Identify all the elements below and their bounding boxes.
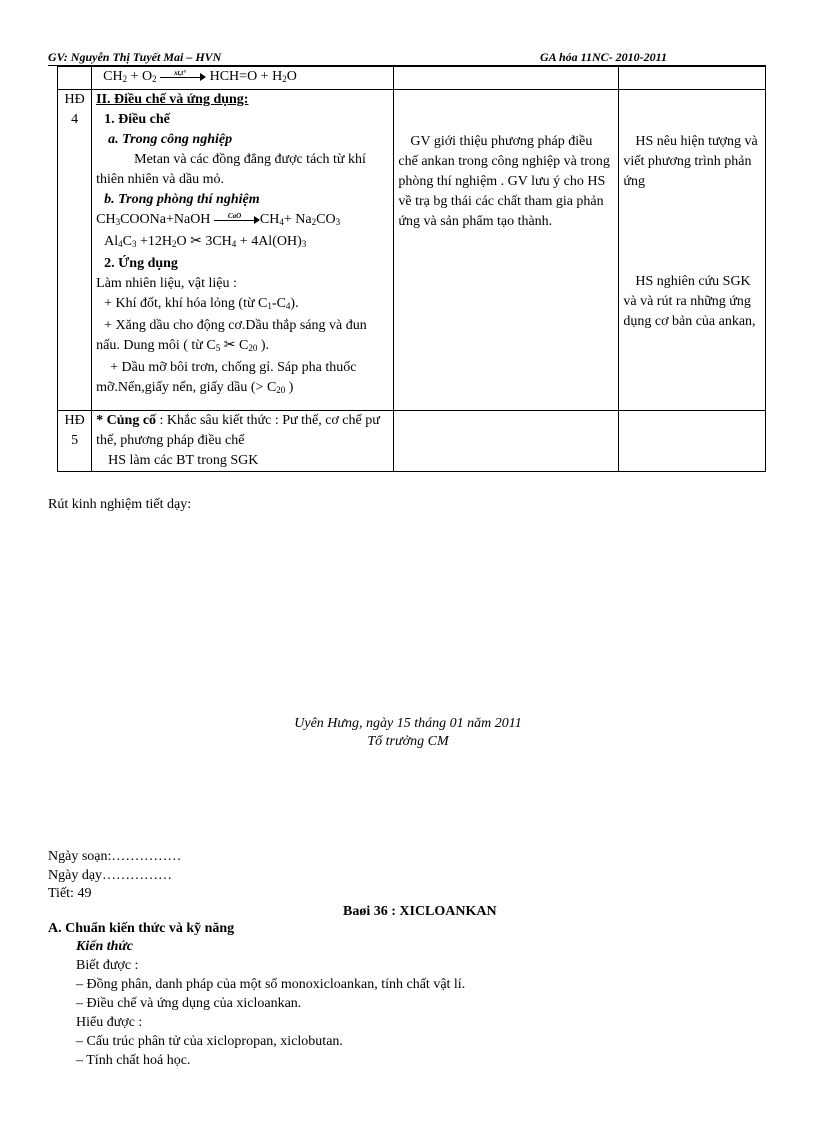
methane-oxidation-equation: $CH_2 + O_2$ xt,t° $HCH=O + H_2O$ bbox=[92, 67, 394, 90]
knowledge-heading: Kiến thức bbox=[76, 939, 134, 954]
activity-label-5: HĐ 5 bbox=[58, 411, 92, 472]
reaction-arrow: CaO bbox=[214, 215, 260, 225]
activity-label-4: HĐ 4 bbox=[58, 90, 92, 411]
know-item-2: – Điều chế và ứng dụng của xicloankan. bbox=[76, 996, 302, 1011]
subsection-applications: 2. Ứng dụng bbox=[104, 256, 178, 271]
consolidation-text: : Khắc sâu kiết thức : Pư thế, cơ chế pư thế, phương pháp điều chế bbox=[96, 413, 380, 448]
know-label: Biết được : bbox=[76, 958, 139, 973]
header-course: GA hóa 11NC- 2010-2011 bbox=[540, 50, 668, 64]
content-cell-hd4 bbox=[92, 90, 394, 411]
table-row-methane-oxidation bbox=[58, 67, 766, 90]
use-item-2: + Xăng dầu cho động cơ.Dầu thắp sáng và đun nấu. Dung môi ( từ $C_5$ ✂ $C_{20}$ ). bbox=[96, 318, 367, 353]
know-item-1: – Đồng phân, danh pháp của một số monoxicloankan, tính chất vật lí. bbox=[76, 977, 466, 992]
understand-item-1: – Cấu trúc phân tử của xiclopropan, xiclobutan. bbox=[76, 1034, 343, 1049]
student-activity-cell bbox=[619, 90, 766, 411]
understand-item-2: – Tính chất hoá học. bbox=[76, 1053, 191, 1068]
table-row-hd4 bbox=[58, 90, 766, 411]
use-item-1: + Khí đốt, khí hóa lỏng (từ $C_1-C_4$). bbox=[104, 296, 299, 311]
homework-text: HS làm các BT trong SGK bbox=[108, 453, 259, 468]
lab-equation-2: $Al_4C_3 +12H_2O$ ✂ $3CH_4 + 4Al(OH)_3$ bbox=[104, 234, 307, 249]
section-title: II. Điều chế và ứng dụng: bbox=[96, 92, 249, 107]
subsection-preparation: 1. Điều chế bbox=[104, 112, 170, 127]
lesson-title: Baøi 36 : XICLOANKAN bbox=[343, 904, 497, 919]
lab-equation-1: $CH_3COONa+NaOH$ CaO $CH_4+ Na_2CO_3$ bbox=[96, 211, 341, 227]
subsection-lab: b. Trong phòng thí nghiệm bbox=[104, 192, 260, 207]
subsection-industry: a. Trong công nghiệp bbox=[108, 132, 233, 147]
lesson-table bbox=[57, 66, 766, 472]
reaction-arrow: xt,t° bbox=[160, 72, 206, 82]
header-teacher: GV: Nguyễn Thị Tuyết Mai – HVN bbox=[48, 50, 222, 64]
prep-date: Ngày soạn:…………… bbox=[48, 849, 182, 864]
student-activity-text-1: HS nêu hiện tượng và viết phương trình phản ứng bbox=[623, 134, 758, 189]
consolidation-cell bbox=[92, 411, 394, 472]
review-note: Rút kinh nghiệm tiết dạy: bbox=[48, 497, 192, 512]
industry-text: Metan và các đồng đẳng được tách từ khí thiên nhiên và dầu mỏ. bbox=[96, 152, 366, 187]
use-item-3: + Dầu mỡ bôi trơn, chống gỉ. Sáp pha thuốc mỡ.Nến,giấy nến, giấy dầu (> $C_{20}$ ) bbox=[96, 360, 357, 395]
signature-place-date: Uyên Hưng, ngày 15 tháng 01 năm 2011 bbox=[294, 716, 522, 731]
signature-role: Tổ trưởng CM bbox=[367, 734, 449, 749]
section-a-title: A. Chuẩn kiến thức và kỹ năng bbox=[48, 921, 235, 936]
use-intro: Làm nhiên liệu, vật liệu : bbox=[96, 276, 237, 291]
period-number: Tiết: 49 bbox=[48, 886, 92, 901]
table-row-hd5 bbox=[58, 411, 766, 472]
student-activity-text-2: HS nghiên cứu SGK và và rút ra những ứng dụng cơ bản của ankan, bbox=[623, 274, 756, 329]
understand-label: Hiểu được : bbox=[76, 1015, 143, 1030]
teach-date: Ngày dạy…………… bbox=[48, 868, 173, 883]
teacher-activity-text: GV giới thiệu phương pháp điều chế ankan trong công nghiệp và trong phòng thí nghiệm . GV lưu ý cho HS về trạ bg thái các chất tham gia phản ứng và sản phẩm tạo thành. bbox=[398, 134, 610, 229]
consolidation-label: * Củng cố bbox=[96, 413, 157, 428]
teacher-activity-cell bbox=[394, 90, 619, 411]
